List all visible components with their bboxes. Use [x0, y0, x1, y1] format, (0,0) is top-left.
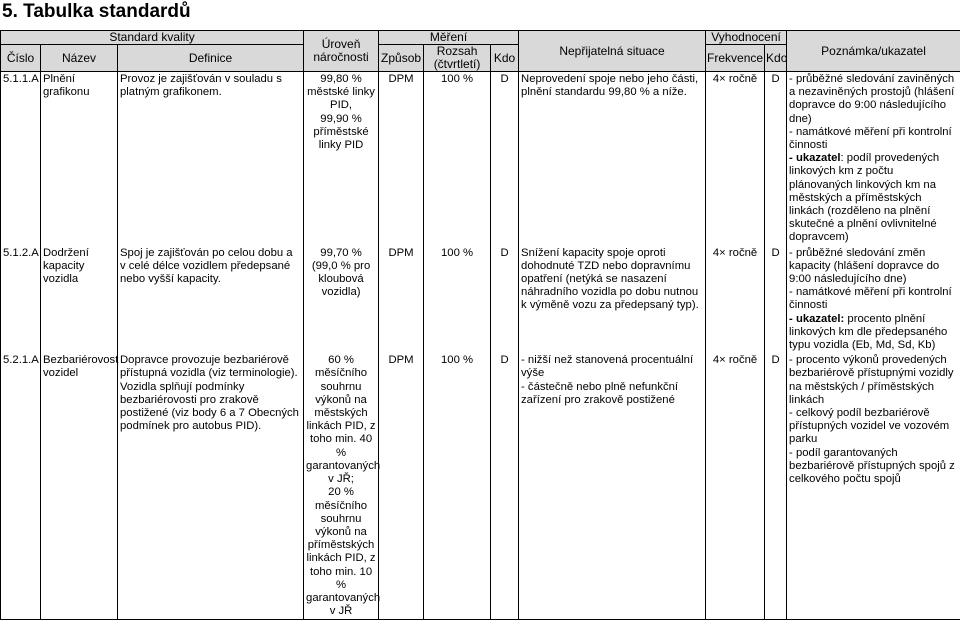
cell-uroven: 99,70 % (99,0 % pro kloubová vozidla)	[304, 246, 379, 354]
header-neprijatelna: Nepřijatelná situace	[519, 31, 706, 72]
cell-uroven: 99,80 % městské linky PID, 99,90 % příměstské linky PID	[304, 72, 379, 246]
poznamka-text: procento plnění linkových km dle předepsaného typu vozidla (Eb, Md, Sd, Kb)	[789, 313, 947, 351]
cell-zpusob: DPM	[379, 246, 424, 354]
cell-neprijatelna: Snížení kapacity spoje oproti dohodnuté TZD nebo dopravnímu opatření (netýká se nasazení náhradního vozidla po dobu nutnou k výměně vozu za předepsaný typ).	[519, 246, 706, 354]
cell-poznamka	[787, 246, 960, 354]
cell-rozsah: 100 %	[424, 246, 491, 354]
cell-nazev: Plnění grafikonu	[41, 72, 118, 246]
cell-rozsah: 100 %	[424, 353, 491, 620]
header-zpusob: Způsob	[379, 45, 424, 72]
cell-neprijatelna: Neprovedení spoje nebo jeho části, plnění standardu 99,80 % a níže.	[519, 72, 706, 246]
cell-poznamka	[787, 72, 960, 246]
table-row	[1, 246, 960, 354]
standards-table	[0, 30, 960, 620]
table-row	[1, 72, 960, 246]
header-rozsah: Rozsah (čtvrtletí)	[424, 45, 491, 72]
cell-kdo: D	[491, 246, 519, 354]
header-uroven: Úroveň náročnosti	[304, 31, 379, 72]
header-standard-kvality: Standard kvality	[1, 31, 304, 45]
cell-definice: Provoz je zajišťován v souladu s platným grafikonem.	[118, 72, 304, 246]
cell-frekvence: 4× ročně	[706, 72, 765, 246]
ukazatel-label: - ukazatel	[789, 152, 840, 164]
cell-frekvence: 4× ročně	[706, 353, 765, 620]
cell-definice: Spoj je zajišťován po celou dobu a v celé délce vozidlem předepsané nebo vyšší kapacity.	[118, 246, 304, 354]
cell-uroven: 60 % měsíčního souhrnu výkonů na městských linkách PID, z toho min. 40 % garantovaných v JŘ; 20 % měsíčního souhrnu výkonů na příměstských linkách PID, z toho min. 10 % garantovaných v JŘ	[304, 353, 379, 620]
page-title: 5. Tabulka standardů	[0, 0, 960, 28]
cell-zpusob: DPM	[379, 353, 424, 620]
cell-kdo: D	[491, 353, 519, 620]
poznamka-text: : podíl provedených linkových km z počtu plánovaných linkových km na městských a příměstských linkách (rozděleno na plnění skutečné a plnění ovlivnitelné dopravcem)	[789, 152, 939, 243]
cell-kdo-vyhodnoceni: D	[765, 246, 787, 354]
cell-kdo-vyhodnoceni: D	[765, 72, 787, 246]
header-cislo: Číslo	[1, 45, 41, 72]
header-frekvence: Frekvence	[706, 45, 765, 72]
header-nazev: Název	[41, 45, 118, 72]
cell-poznamka	[787, 353, 960, 620]
cell-neprijatelna: - nižší než stanovená procentuální výše - částečně nebo plně nefunkční zařízení pro zrakově postižené	[519, 353, 706, 620]
cell-kdo-vyhodnoceni: D	[765, 353, 787, 620]
header-kdo: Kdo	[491, 45, 519, 72]
poznamka-text: - procento výkonů provedených bezbariérově přístupnými vozidly na městských / příměstských linkách - celkový podíl bezbariérově přístupných vozidel ve vozovém parku - podíl garantovaných bezbariérově přístupných spojů z celkového počtu spojů	[789, 354, 955, 485]
cell-cislo: 5.2.1.A	[1, 353, 41, 620]
poznamka-text: - průběžné sledování změn kapacity (hlášení dopravce do 9:00 následujícího dne) - namátkové měření při kontrolní činnosti	[789, 247, 952, 312]
cell-rozsah: 100 %	[424, 72, 491, 246]
cell-frekvence: 4× ročně	[706, 246, 765, 354]
ukazatel-label: - ukazatel:	[789, 313, 844, 325]
header-vyhodnoceni: Vyhodnocení	[706, 31, 787, 45]
cell-nazev: Dodržení kapacity vozidla	[41, 246, 118, 354]
header-kdo-vyhodnoceni: Kdo	[765, 45, 787, 72]
cell-cislo: 5.1.2.A	[1, 246, 41, 354]
cell-zpusob: DPM	[379, 72, 424, 246]
cell-cislo: 5.1.1.A	[1, 72, 41, 246]
header-mereni: Měření	[379, 31, 519, 45]
cell-nazev: Bezbariérovost vozidel	[41, 353, 118, 620]
cell-definice: Dopravce provozuje bezbariérově přístupná vozidla (viz terminologie). Vozidla splňují podmínky bezbariérovosti pro zrakově postižené (viz body 6 a 7 Obecných podmínek pro autobus PID).	[118, 353, 304, 620]
cell-kdo: D	[491, 72, 519, 246]
poznamka-text: - průběžné sledování zaviněných a nezaviněných prostojů (hlášení dopravce do 9:00 následujícího dne) - namátkové měření při kontrolní činnosti	[789, 73, 954, 151]
header-definice: Definice	[118, 45, 304, 72]
header-poznamka: Poznámka/ukazatel	[787, 31, 960, 72]
table-row	[1, 353, 960, 620]
